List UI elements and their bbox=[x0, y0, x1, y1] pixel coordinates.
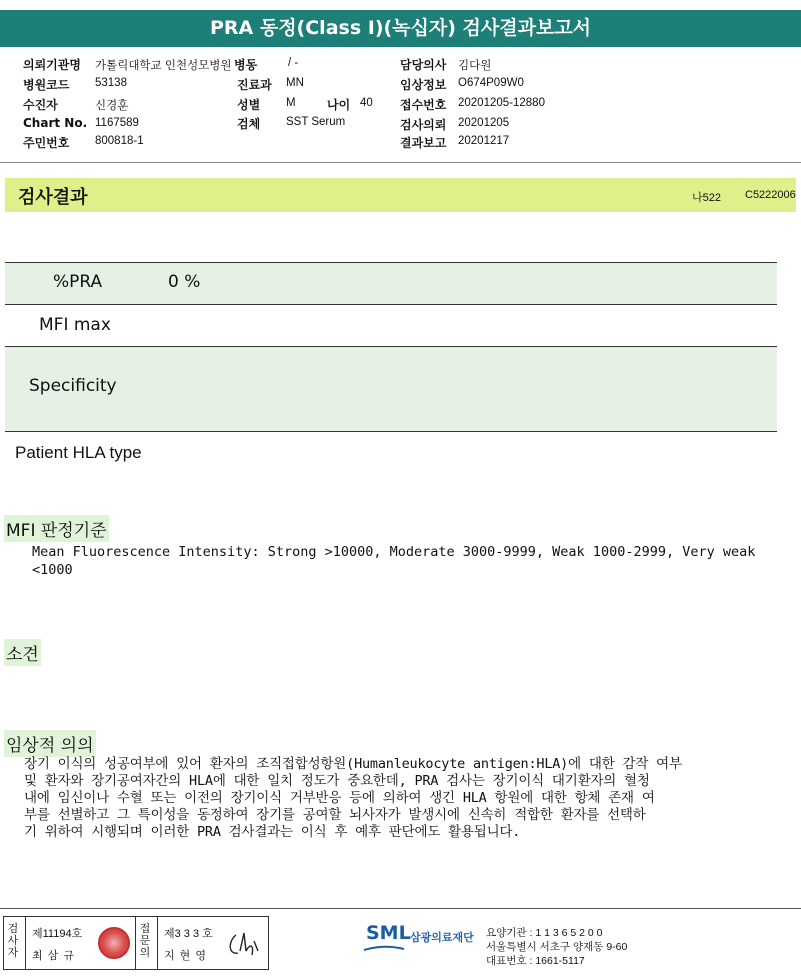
mfi-max-label: MFI max bbox=[39, 315, 111, 335]
table-rule bbox=[5, 431, 777, 432]
resident-no-label: 주민번호 bbox=[23, 136, 70, 150]
hla-type-label: Patient HLA type bbox=[15, 443, 142, 462]
receipt-no-label: 접수번호 bbox=[400, 98, 447, 112]
report-date-label: 결과보고 bbox=[400, 136, 447, 150]
ward-label: 병동 bbox=[234, 58, 258, 72]
sex-label: 성별 bbox=[237, 98, 261, 112]
header-divider bbox=[0, 162, 801, 163]
results-code-1: 나522 bbox=[692, 192, 721, 204]
reviewer-license: 제3 3 3 호 bbox=[164, 928, 213, 940]
clinical-significance-heading: 임상적 의의 bbox=[4, 730, 96, 757]
reviewer-label-text: 접문의 bbox=[139, 922, 151, 959]
clinical-info-label: 임상정보 bbox=[400, 78, 447, 92]
examiner-license: 제11194호 bbox=[32, 928, 83, 940]
report-title: PRA 동정(Class I)(녹십자) 검사결과보고서 bbox=[0, 10, 801, 47]
reviewer-label bbox=[139, 923, 155, 959]
doctor-value: 김다원 bbox=[458, 60, 492, 72]
pra-row bbox=[5, 263, 777, 304]
signature-box bbox=[3, 916, 269, 970]
age-value: 40 bbox=[360, 97, 373, 109]
pra-value: 0 % bbox=[168, 272, 201, 292]
chart-no-value: 1167589 bbox=[95, 117, 139, 129]
reviewer-name: 지 현 영 bbox=[164, 950, 207, 962]
footer-divider bbox=[0, 908, 801, 909]
sex-value: M bbox=[286, 97, 296, 109]
results-title: 검사결과 bbox=[18, 187, 88, 208]
report-date-value: 20201217 bbox=[458, 135, 510, 147]
org-logo-mark: SML bbox=[366, 922, 411, 944]
clinical-significance-text bbox=[24, 756, 784, 841]
org-logo bbox=[366, 922, 474, 944]
examiner-seal-icon bbox=[98, 927, 130, 959]
resident-no-value: 800818-1 bbox=[95, 135, 144, 147]
receipt-no-value: 20201205-12880 bbox=[458, 97, 545, 109]
department-value: MN bbox=[286, 77, 304, 89]
results-code-2: C5222006 bbox=[745, 189, 796, 201]
signature-icon bbox=[226, 927, 262, 959]
examiner-name: 최 삼 규 bbox=[32, 950, 75, 962]
specimen-value: SST Serum bbox=[286, 116, 346, 128]
examiner-label bbox=[7, 923, 23, 959]
request-date-value: 20201205 bbox=[458, 117, 510, 129]
mfi-max-row bbox=[5, 305, 777, 346]
specificity-row bbox=[5, 347, 777, 431]
specificity-label: Specificity bbox=[29, 376, 117, 396]
org-name: 삼광의료재단 bbox=[410, 931, 474, 944]
logo-swoosh-icon bbox=[362, 944, 406, 954]
clinical-significance-line: 부를 선별하고 그 특이성을 동정하여 장기를 공여할 뇌사자가 발생시에 신속히 적합한 환자를 선택하 bbox=[24, 807, 646, 823]
clinical-significance-line: 기 위하여 시행되며 이러한 PRA 검사결과는 이식 후 예후 판단에도 활용됩니다. bbox=[24, 824, 521, 840]
org-code: 요양기관 : 1 1 3 6 5 2 0 0 bbox=[486, 927, 603, 939]
patient-name-label: 수진자 bbox=[23, 98, 58, 112]
mfi-criteria-line-1: Mean Fluorescence Intensity: Strong >10000, Moderate 3000-9999, Weak 1000-2999, Very weak bbox=[32, 544, 756, 560]
results-header bbox=[5, 178, 796, 212]
clinical-significance-line: 내에 임신이나 수혈 또는 이전의 장기이식 거부반응 등에 의하여 생긴 HLA 항원에 대한 항체 존재 여 bbox=[24, 790, 655, 806]
hospital-code-label: 병원코드 bbox=[23, 78, 70, 92]
pra-label: %PRA bbox=[53, 272, 103, 292]
mfi-criteria-heading: MFI 판정기준 bbox=[4, 515, 109, 542]
patient-name-value: 신경훈 bbox=[95, 100, 129, 112]
opinion-heading: 소견 bbox=[4, 639, 41, 666]
department-label: 진료과 bbox=[237, 78, 272, 92]
request-date-label: 검사의뢰 bbox=[400, 118, 447, 132]
ward-value: / - bbox=[288, 57, 299, 69]
age-label: 나이 bbox=[327, 98, 351, 112]
patient-info bbox=[0, 54, 801, 160]
org-phone: 대표번호 : 1661-5117 bbox=[486, 955, 585, 967]
hospital-label: 의뢰기관명 bbox=[23, 58, 81, 72]
mfi-criteria-line-2: <1000 bbox=[32, 562, 73, 578]
hospital-value: 가톨릭대학교 인천성모병원 bbox=[95, 60, 232, 72]
examiner-label-text: 검사자 bbox=[7, 922, 19, 959]
clinical-significance-line: 장기 이식의 성공여부에 있어 환자의 조직접합성항원(Humanleukocyte antigen:HLA)에 대한 감작 여부 bbox=[24, 756, 682, 772]
chart-no-label: Chart No. bbox=[23, 116, 88, 130]
hospital-code-value: 53138 bbox=[95, 77, 127, 89]
specimen-label: 검체 bbox=[237, 117, 261, 131]
org-address: 서울특별시 서초구 양재동 9-60 bbox=[486, 941, 628, 953]
clinical-significance-line: 및 환자와 장기공여자간의 HLA에 대한 일치 정도가 중요한데, PRA 검사는 장기이식 대기환자의 혈청 bbox=[24, 773, 650, 789]
clinical-info-value: O674P09W0 bbox=[458, 77, 524, 89]
doctor-label: 담당의사 bbox=[400, 58, 447, 72]
